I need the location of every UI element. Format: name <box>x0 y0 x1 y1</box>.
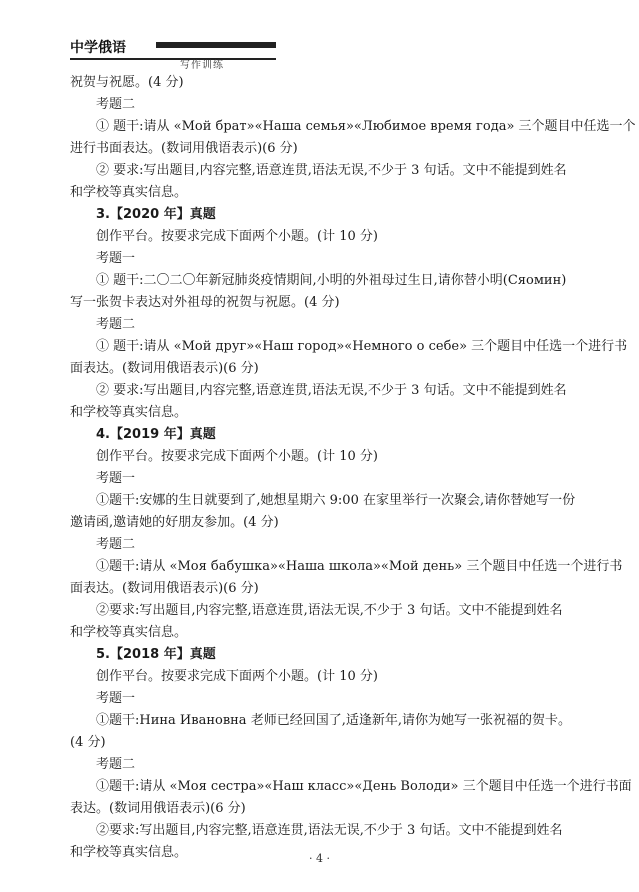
text-line: ② 要求:写出题目,内容完整,语意连贯,语法无误,不少于 3 句话。文中不能提到姓名 <box>96 163 567 178</box>
header-rule <box>70 58 276 60</box>
text-line: 考题二 <box>96 317 136 332</box>
text-line: ①题干:请从 «Моя сестра»«Наш класс»«День Володи» 三个题目中任选一个进行书面 <box>96 779 632 794</box>
text-line: ②要求:写出题目,内容完整,语意连贯,语法无误,不少于 3 句话。文中不能提到姓名 <box>96 603 563 618</box>
text-line: 考题一 <box>96 691 136 706</box>
text-line: 和学校等真实信息。 <box>70 845 188 860</box>
text-line: 考题二 <box>96 757 136 772</box>
text-line: 邀请函,邀请她的好朋友参加。(4 分) <box>70 515 279 530</box>
text-line: ① 题干:二〇二〇年新冠肺炎疫情期间,小明的外祖母过生日,请你替小明(Сяомин) <box>96 273 567 288</box>
text-line: 考题一 <box>96 251 136 266</box>
text-line: 面表达。(数词用俄语表示)(6 分) <box>70 581 259 596</box>
book-title: 中学俄语 <box>70 40 126 56</box>
text-line: 创作平台。按要求完成下面两个小题。(计 10 分) <box>96 229 378 244</box>
text-line: ①题干:安娜的生日就要到了,她想星期六 9:00 在家里举行一次聚会,请你替她写一份 <box>96 493 576 508</box>
text-line: 祝贺与祝愿。(4 分) <box>70 75 184 90</box>
text-line: ① 题干:请从 «Мой друг»«Наш город»«Немного о себе» 三个题目中任选一个进行书 <box>96 339 628 354</box>
section-heading: 5.【2018 年】真题 <box>96 647 216 662</box>
section-subtitle: 写作训练 <box>180 60 224 71</box>
page-number: · 4 · <box>309 852 330 865</box>
text-line: 表达。(数词用俄语表示)(6 分) <box>70 801 246 816</box>
text-line: 考题二 <box>96 97 136 112</box>
text-line: 和学校等真实信息。 <box>70 625 188 640</box>
section-heading: 4.【2019 年】真题 <box>96 427 216 442</box>
text-line: 面表达。(数词用俄语表示)(6 分) <box>70 361 259 376</box>
text-line: 创作平台。按要求完成下面两个小题。(计 10 分) <box>96 669 378 684</box>
text-line: ② 要求:写出题目,内容完整,语意连贯,语法无误,不少于 3 句话。文中不能提到姓名 <box>96 383 567 398</box>
text-line: 和学校等真实信息。 <box>70 405 188 420</box>
section-heading: 3.【2020 年】真题 <box>96 207 216 222</box>
text-line: ① 题干:请从 «Мой брат»«Наша семья»«Любимое время года» 三个题目中任选一个 <box>96 119 636 134</box>
text-line: 考题二 <box>96 537 136 552</box>
text-line: ①题干:请从 «Моя бабушка»«Наша школа»«Мой день» 三个题目中任选一个进行书 <box>96 559 623 574</box>
text-line: ②要求:写出题目,内容完整,语意连贯,语法无误,不少于 3 句话。文中不能提到姓名 <box>96 823 563 838</box>
page-header <box>70 38 276 71</box>
text-line: 和学校等真实信息。 <box>70 185 188 200</box>
text-line: 考题一 <box>96 471 136 486</box>
text-line: ①题干:Нина Ивановна 老师已经回国了,适逢新年,请你为她写一张祝福的贺卡。 <box>96 713 571 728</box>
text-line: (4 分) <box>70 735 106 750</box>
header-band <box>156 42 276 48</box>
text-line: 进行书面表达。(数词用俄语表示)(6 分) <box>70 141 298 156</box>
text-line: 写一张贺卡表达对外祖母的祝贺与祝愿。(4 分) <box>70 295 340 310</box>
document-body <box>70 72 636 864</box>
text-line: 创作平台。按要求完成下面两个小题。(计 10 分) <box>96 449 378 464</box>
